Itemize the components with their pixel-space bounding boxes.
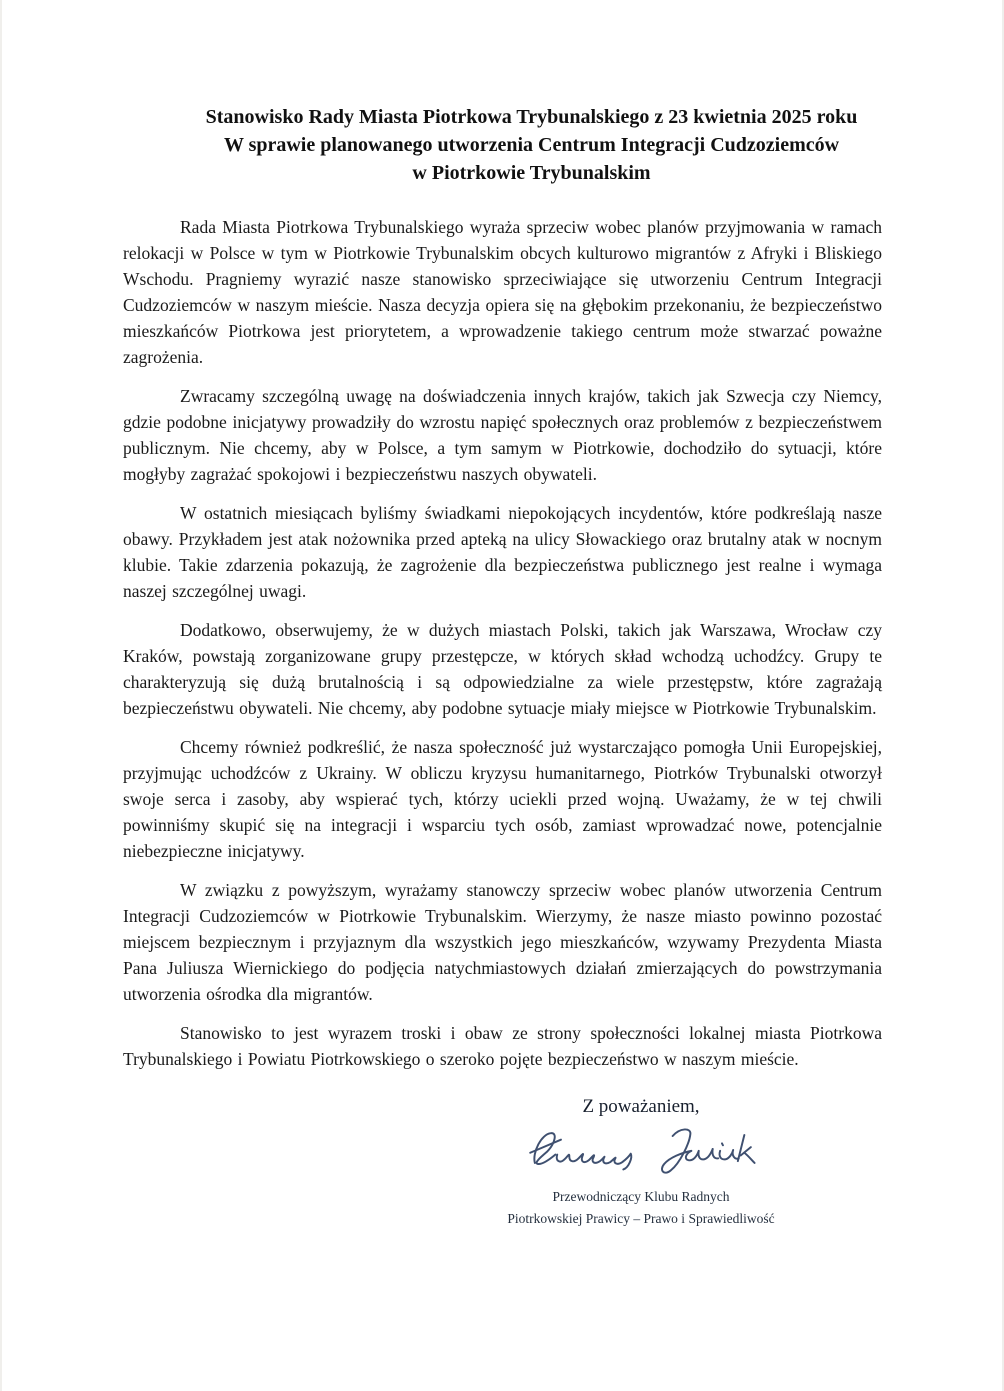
title-line-1: Stanowisko Rady Miasta Piotrkowa Trybunalskiego z 23 kwietnia 2025 roku (205, 106, 858, 128)
document-title (123, 103, 882, 187)
document-content (2, 0, 1002, 1230)
paragraph: Zwracamy szczególną uwagę na doświadczenia innych krajów, takich jak Szwecja czy Niemcy, gdzie podobne inicjatywy prowadziły do wzrostu napięć społecznych oraz problemów z bezpieczeństwem publicznym. Nie chcemy, aby w Polsce, a tym samym w Piotrkowie, dochodziło do sytuacji, które mogłyby zagrażać spokojowi i bezpieczeństwu naszych obywateli. (123, 386, 882, 484)
handwritten-signature (480, 1121, 802, 1177)
signoff-role (480, 1186, 802, 1230)
closing-block (480, 1096, 802, 1230)
paragraph: Stanowisko to jest wyrazem troski i obaw ze strony społeczności lokalnej miasta Piotrkowa Trybunalskiego i Powiatu Piotrkowskiego o szeroko pojęte bezpieczeństwo w naszym mieście. (123, 1023, 882, 1069)
signature-ink-strokes (517, 1122, 765, 1176)
paragraph: W ostatnich miesiącach byliśmy świadkami niepokojących incydentów, które podkreślają nasze obawy. Przykładem jest atak nożownika przed apteką na ulicy Słowackiego oraz brutalny atak w nocnym klubie. Takie zdarzenia pokazują, że zagrożenie dla bezpieczeństwa publicznego jest realne i wymaga naszej szczególnej uwagi. (123, 503, 882, 601)
letter-body (123, 214, 882, 1072)
paragraph: W związku z powyższym, wyrażamy stanowczy sprzeciw wobec planów utworzenia Centrum Integracji Cudzoziemców w Piotrkowie Trybunalskim. Wierzymy, że nasze miasto powinno pozostać miejscem bezpiecznym i przyjaznym dla wszystkich jego mieszkańców, wzywamy Prezydenta Miasta Pana Juliusza Wiernickiego do podjęcia natychmiastowych działań zmierzających do powstrzymania utworzenia ośrodka dla migrantów. (123, 880, 882, 1004)
signoff-line-2: Piotrkowskiej Prawicy – Prawo i Sprawiedliwość (507, 1211, 775, 1226)
title-line-3: w Piotrkowie Trybunalskim (412, 162, 651, 184)
salutation: Z poważaniem, (582, 1096, 700, 1117)
paragraph: Dodatkowo, obserwujemy, że w dużych miastach Polski, takich jak Warszawa, Wrocław czy Kraków, powstają zorganizowane grupy przestępcze, w których skład wchodzą uchodźcy. Grupy te charakteryzują się dużą brutalnością i są odpowiedzialne za wiele przestępstw, które zagrażają bezpieczeństwu obywateli. Nie chcemy, aby podobne sytuacje miały miejsce w Piotrkowie Trybunalskim. (123, 620, 882, 718)
paragraph: Chcemy również podkreślić, że nasza społeczność już wystarczająco pomogła Unii Europejskiej, przyjmując uchodźców z Ukrainy. W obliczu kryzysu humanitarnego, Piotrków Trybunalski otworzył swoje serca i zasoby, aby wspierać tych, którzy uciekli przed wojną. Uważamy, że w tej chwili powinniśmy skupić się na integracji i wsparciu tych osób, zamiast wprowadzać nowe, potencjalnie niebezpieczne inicjatywy. (123, 737, 882, 861)
signoff-line-1: Przewodniczący Klubu Radnych (552, 1189, 730, 1204)
paragraph: Rada Miasta Piotrkowa Trybunalskiego wyraża sprzeciw wobec planów przyjmowania w ramach relokacji w Polsce w tym w Piotrkowie Trybunalskim obcych kulturowo migrantów z Afryki i Bliskiego Wschodu. Pragniemy wyrazić nasze stanowisko sprzeciwiające się utworzeniu Centrum Integracji Cudzoziemców w naszym mieście. Nasza decyzja opiera się na głębokim przekonaniu, że bezpieczeństwo mieszkańców Piotrkowa jest priorytetem, a wprowadzenie takiego centrum może stwarzać poważne zagrożenia. (123, 217, 882, 367)
title-line-2: W sprawie planowanego utworzenia Centrum Integracji Cudzoziemców (223, 134, 840, 156)
